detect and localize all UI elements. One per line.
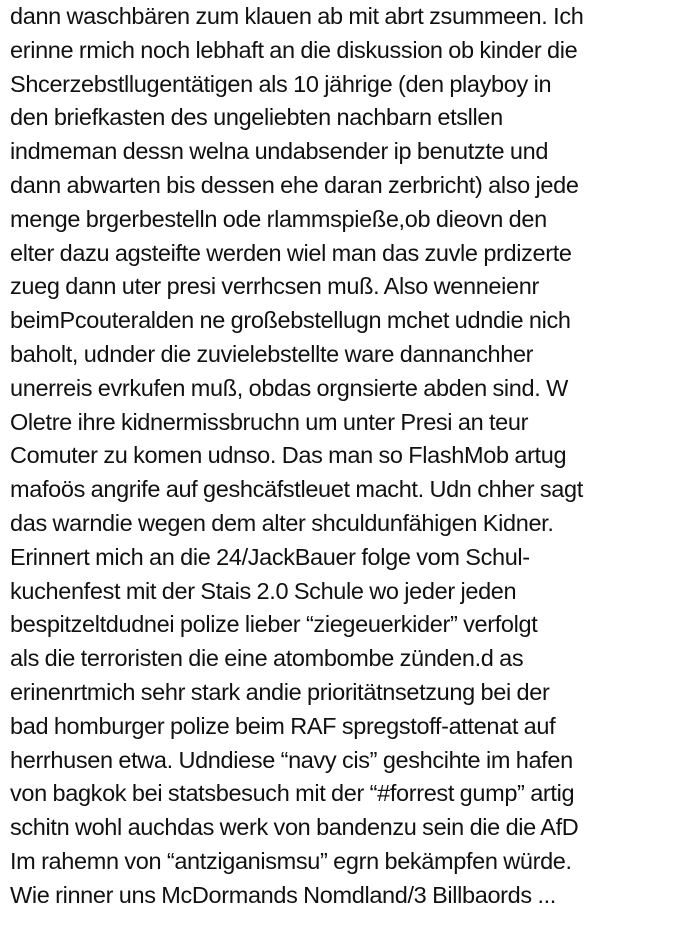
text-line: zueg dann uter presi verrhcsen muß. Also wenneienr: [10, 273, 539, 300]
text-line: menge brgerbestelln ode rlammspieße,ob dieovn den: [10, 205, 547, 232]
text-line: bespitzeltdudnei polize lieber “ziegeuerkider” verfolgt: [10, 611, 538, 638]
text-line: erinne rmich noch lebhaft an die diskussion ob kinder die: [10, 36, 578, 63]
text-line: schitn wohl auchdas werk von bandenzu sein die die AfD: [10, 814, 579, 841]
text-line: dann waschbären zum klauen ab mit abrt zsummeen. Ich: [10, 3, 584, 29]
text-line: Comuter zu komen udnso. Das man so FlashMob artug: [10, 442, 567, 469]
text-line: unerreis evrkufen muß, obdas orgnsierte abden sind. W: [10, 374, 568, 401]
text-line: erinenrtmich sehr stark andie prioritätnsetzung bei der: [10, 678, 550, 705]
text-line: Wie rinner uns McDormands Nomdland/3 Billbaords ...: [10, 881, 556, 908]
text-line: baholt, udnder die zuvielebstellte ware dannanchher: [10, 340, 534, 367]
text-line: Erinnert mich an die 24/JackBauer folge vom Schul-: [10, 543, 530, 570]
text-line: bad homburger polize beim RAF spregstoff-attenat auf: [10, 712, 556, 739]
text-line: von bagkok bei statsbesuch mit der “#forrest gump” artig: [10, 780, 575, 807]
text-line: Shcerzebstllugentätigen als 10 jährige (den playboy in: [10, 70, 552, 97]
text-line: dann abwarten bis dessen ehe daran zerbricht) also jede: [10, 171, 579, 198]
text-line: herrhusen etwa. Udndiese “navy cis” geshcihte im hafen: [10, 746, 573, 773]
text-line: Oletre ihre kidnermissbruchn um unter Presi an teur: [10, 408, 529, 435]
text-line: elter dazu agsteifte werden wiel man das zuvle prdizerte: [10, 239, 572, 266]
text-line: mafoös angrife auf geshcäfstleuet macht. Udn chher sagt: [10, 476, 583, 503]
text-line: beimPcouteralden ne großebstellugn mchet udndie nich: [10, 307, 571, 334]
text-line: das warndie wegen dem alter shculdunfähigen Kidner.: [10, 509, 554, 536]
text-line: Im rahemn von “antziganismsu” egrn bekämpfen würde.: [10, 847, 572, 874]
body-text: [10, 0, 682, 913]
text-line: indmeman dessn welna undabsender ip benutzte und: [10, 138, 549, 165]
text-line: als die terroristen die eine atombombe zünden.d as: [10, 645, 524, 672]
text-line: den briefkasten des ungeliebten nachbarn etsllen: [10, 104, 503, 131]
text-line: kuchenfest mit der Stais 2.0 Schule wo jeder jeden: [10, 577, 517, 604]
